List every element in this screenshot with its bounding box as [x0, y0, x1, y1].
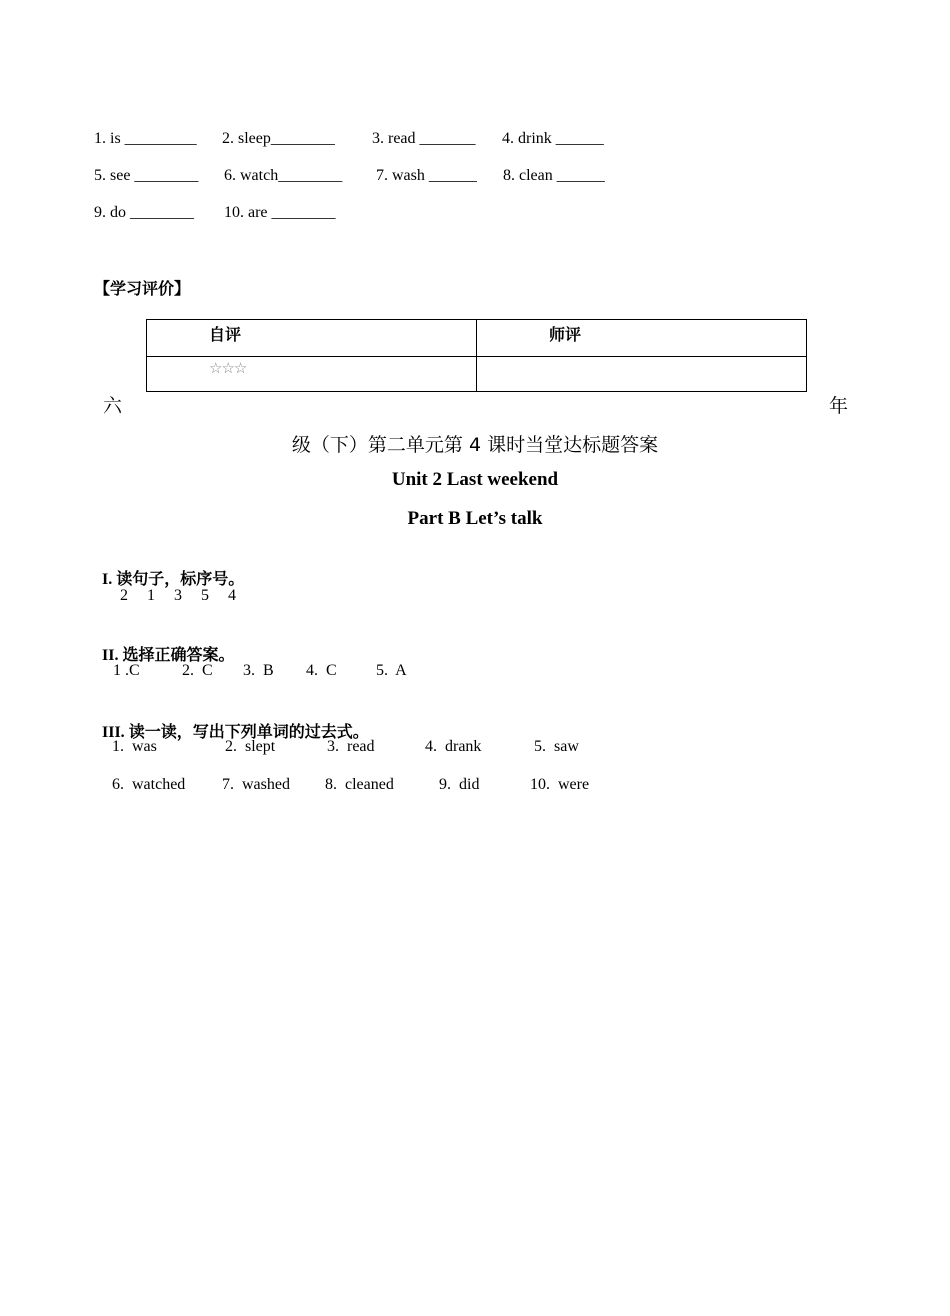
answer-item: 5. A: [376, 662, 407, 679]
section-heading: [94, 548, 244, 589]
section-number: II.: [102, 647, 119, 664]
answer-item: 1. was: [112, 738, 157, 755]
self-eval-header: 自评: [209, 325, 242, 344]
exercise-item: 9. do ________: [94, 204, 194, 221]
exercise-item: 10. are ________: [224, 204, 336, 221]
answer-item: 3. B: [243, 662, 274, 679]
section-heading: [94, 624, 234, 665]
evaluation-heading: 【学习评价】: [94, 279, 191, 298]
section-title: 读一读，写出下列单词的过去式。: [128, 722, 369, 741]
answer-item: 2: [120, 587, 128, 604]
grade-char-left: 六: [103, 395, 123, 417]
exercise-item: 5. see ________: [94, 167, 199, 184]
exercise-item: 7. wash ______: [376, 167, 477, 184]
answer-item: 8. cleaned: [325, 776, 394, 793]
evaluation-table: [146, 319, 807, 392]
answer-item: 3. read: [327, 738, 375, 755]
teacher-eval-cell: [477, 357, 807, 392]
exercise-item: 4. drink ______: [502, 130, 604, 147]
answer-item: 9. did: [439, 776, 480, 793]
exercise-item: 1. is _________: [94, 130, 197, 147]
answer-title: 级（下）第二单元第 4 课时当堂达标题答案: [291, 434, 659, 456]
self-eval-cell: [147, 357, 477, 392]
answer-item: 4. drank: [425, 738, 482, 755]
answer-item: 4: [228, 587, 236, 604]
exercise-item: 6. watch________: [224, 167, 343, 184]
answer-item: 2. C: [182, 662, 213, 679]
answer-item: 1: [147, 587, 155, 604]
self-eval-header-cell: [147, 320, 477, 357]
answer-item: 6. watched: [112, 776, 186, 793]
section-title: 选择正确答案。: [122, 645, 235, 664]
answer-item: 3: [174, 587, 182, 604]
teacher-eval-header-cell: [477, 320, 807, 357]
answer-item: 7. washed: [222, 776, 290, 793]
teacher-eval-header: 师评: [549, 325, 582, 344]
section-heading: [94, 701, 369, 742]
answer-item: 10. were: [530, 776, 590, 793]
exercise-item: 2. sleep________: [222, 130, 335, 147]
section-number: I.: [102, 571, 113, 588]
answer-item: 4. C: [306, 662, 337, 679]
answer-item: 1 .C: [113, 662, 140, 679]
star-rating: ☆☆☆: [209, 359, 247, 377]
answer-item: 5. saw: [534, 738, 579, 755]
section-number: III.: [102, 724, 125, 741]
answer-item: 5: [201, 587, 209, 604]
exercise-item: 3. read _______: [372, 130, 476, 147]
answer-item: 2. slept: [225, 738, 276, 755]
section-title: 读句子，标序号。: [116, 569, 245, 588]
exercise-item: 8. clean ______: [503, 167, 605, 184]
unit-title: Unit 2 Last weekend: [391, 469, 559, 490]
part-title: Part B Let’s talk: [407, 508, 543, 529]
grade-char-right: 年: [829, 395, 849, 417]
